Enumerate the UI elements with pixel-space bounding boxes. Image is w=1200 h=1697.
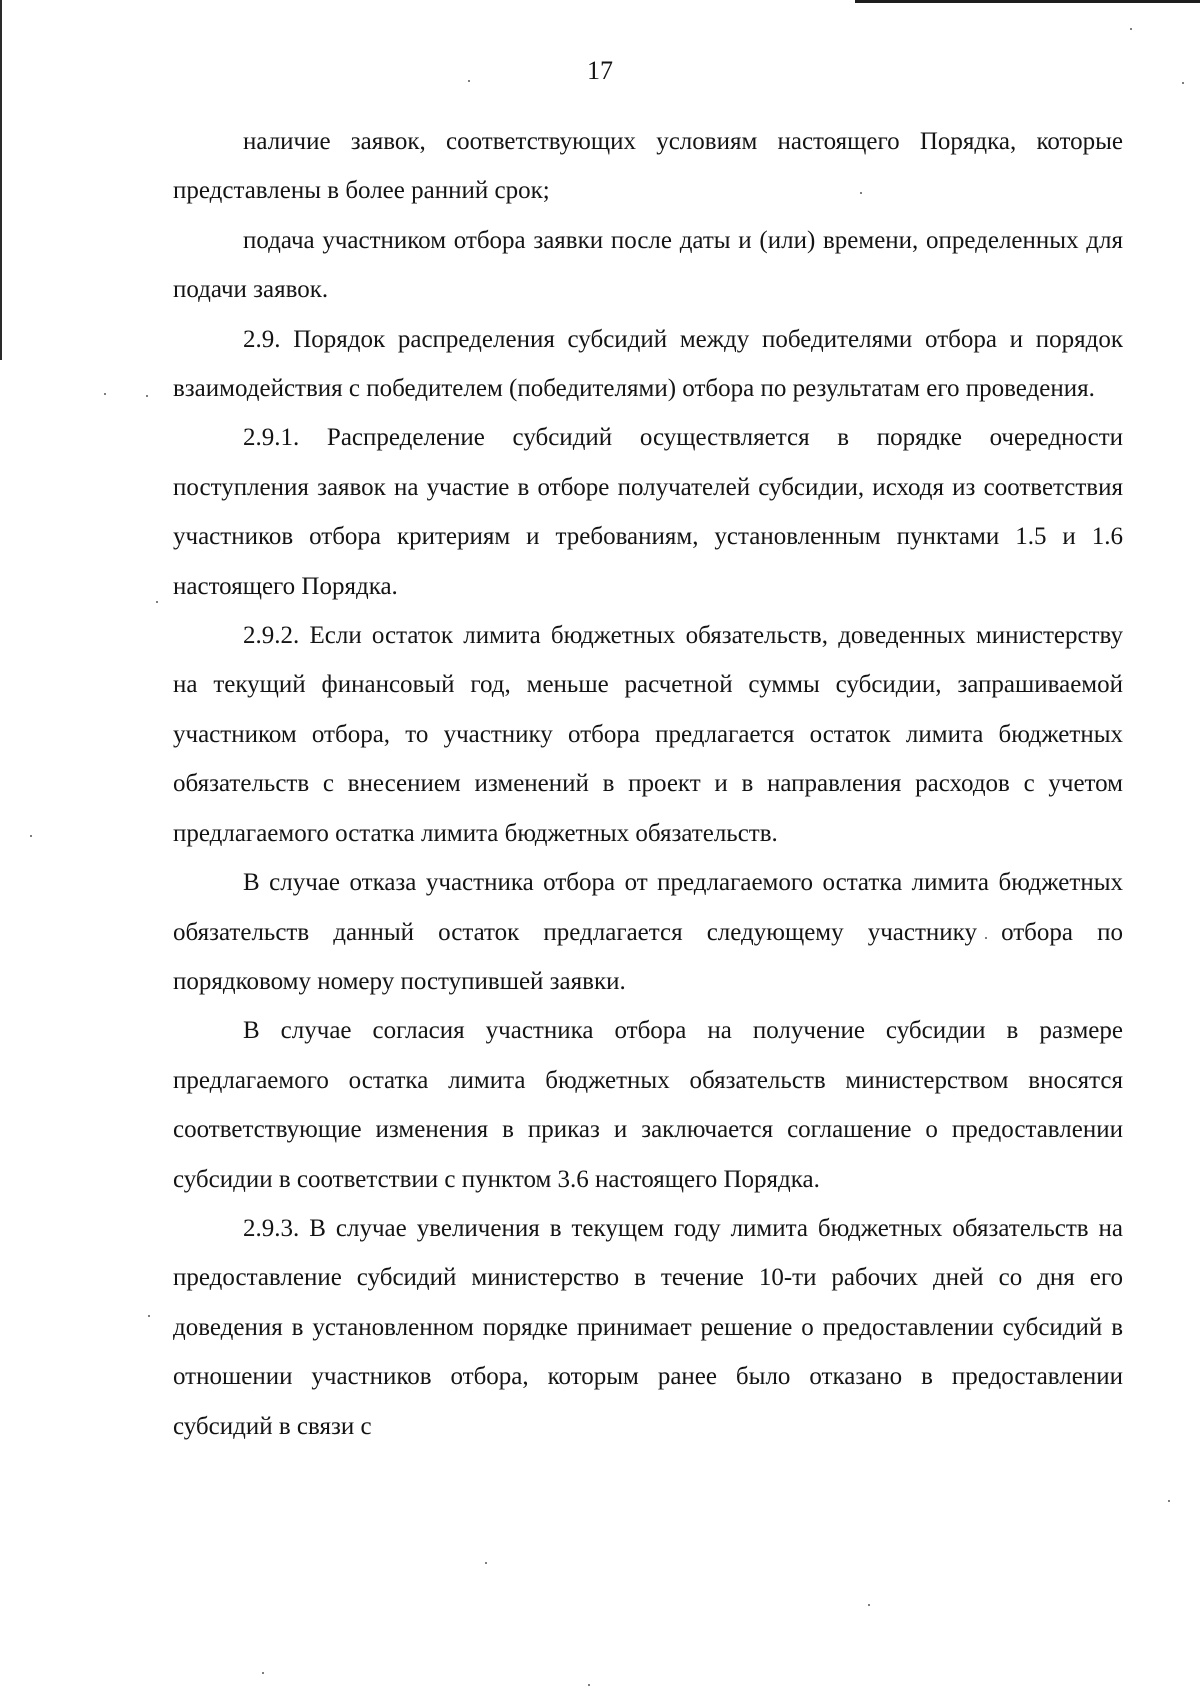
- scan-dot: [588, 1684, 590, 1686]
- paragraph: подача участником отбора заявки после даты и (или) времени, определенных для подачи заявок.: [173, 226, 1123, 304]
- scan-dot: [104, 393, 106, 395]
- document-body: [173, 117, 1123, 1451]
- scan-edge-left: [0, 0, 2, 360]
- paragraph: 2.9.1. Распределение субсидий осуществляется в порядке очередности поступления заявок на участие в отборе получателей субсидии, исходя из соответствия участников отбора критериям и требованиям, установленным пунктами 1.5 и 1.6 настоящего Порядка.: [173, 424, 1123, 600]
- scan-dot: [30, 835, 32, 837]
- paragraph: наличие заявок, соответствующих условиям настоящего Порядка, которые представлены в более ранний срок;: [173, 128, 1123, 205]
- scan-dot: [1130, 28, 1132, 30]
- paragraph: 2.9.3. В случае увеличения в текущем году лимита бюджетных обязательств на предоставление субсидий министерство в течение 10-ти рабочих дней со дня его доведения в установленном порядке принимает решение о предоставлении субсидий в отношении участников отбора, которым ранее было отказано в предоставлении субсидий в связи с: [173, 1214, 1123, 1440]
- scan-dot: [262, 1672, 264, 1674]
- paragraph: 2.9.2. Если остаток лимита бюджетных обязательств, доведенных министерству на текущий финансовый год, меньше расчетной суммы субсидии, запрашиваемой участником отбора, то участнику отбора предлагается остаток лимита бюджетных обязательств с внесением изменений в проект и в направления расходов с учетом предлагаемого остатка лимита бюджетных обязательств.: [173, 622, 1123, 847]
- paragraph: В случае отказа участника отбора от предлагаемого остатка лимита бюджетных обязательств данный остаток предлагается следующему участнику отбора по порядковому номеру поступившей заявки.: [173, 869, 1123, 995]
- scan-dot: [156, 601, 158, 603]
- scan-edge-top: [855, 0, 1200, 3]
- paragraph: 2.9. Порядок распределения субсидий между победителями отбора и порядок взаимодействия с победителем (победителями) отбора по результатам его проведения.: [173, 325, 1123, 403]
- page-number: 17: [587, 56, 613, 85]
- scan-dot: [1168, 1500, 1170, 1502]
- scan-dot: [868, 1604, 870, 1606]
- scan-dot: [485, 1562, 487, 1564]
- paragraph: В случае согласия участника отбора на получение субсидии в размере предлагаемого остатка лимита бюджетных обязательств министерством вносятся соответствующие изменения в приказ и заключается соглашение о предоставлении субсидии в соответствии с пунктом 3.6 настоящего Порядка.: [173, 1017, 1123, 1193]
- scan-dot: [146, 395, 148, 397]
- scan-dot: [148, 1315, 150, 1317]
